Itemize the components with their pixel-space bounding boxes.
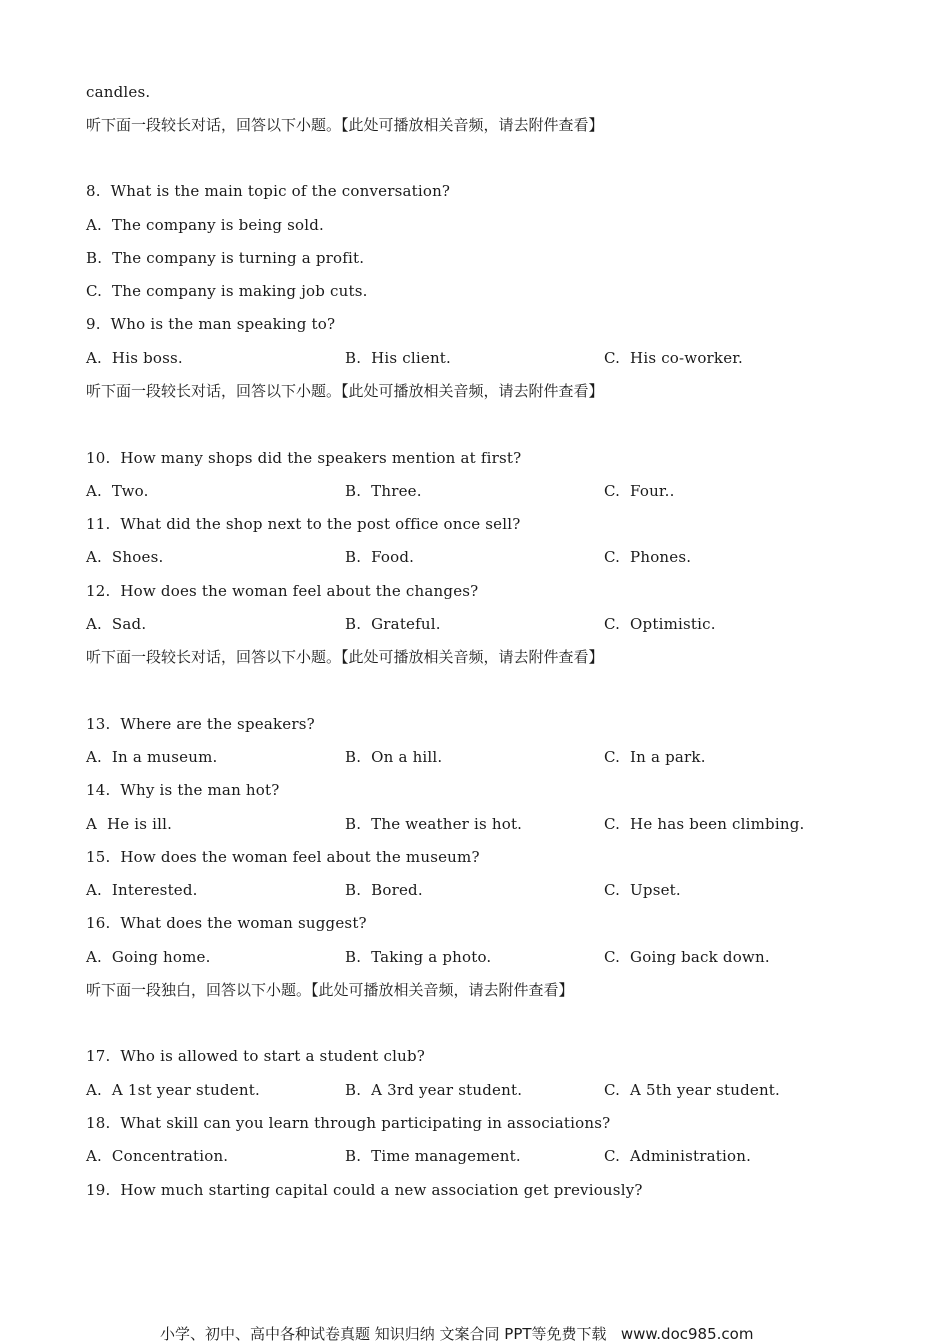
option-18c: C. Administration. (604, 1147, 752, 1165)
question-13: 13. Where are the speakers? (86, 715, 315, 733)
option-18b: B. Time management. (345, 1147, 521, 1165)
question-9: 9. Who is the man speaking to? (86, 315, 336, 333)
option-9b: B. His client. (345, 349, 452, 367)
option-9a: A. His boss. (86, 349, 183, 367)
question-10: 10. How many shops did the speakers mention at first? (86, 449, 522, 467)
option-12a: A. Sad. (86, 615, 147, 633)
question-15: 15. How does the woman feel about the museum? (86, 848, 480, 866)
question-17: 17. Who is allowed to start a student club? (86, 1047, 425, 1065)
section-instruction: 听下面一段较长对话，回答以下小题。【此处可播放相关音频，请去附件查看】 (86, 648, 604, 666)
option-8b: B. The company is turning a profit. (86, 249, 365, 267)
option-15c: C. Upset. (604, 881, 681, 899)
section-instruction: 听下面一段独白，回答以下小题。【此处可播放相关音频，请去附件查看】 (86, 981, 574, 999)
question-14: 14. Why is the man hot? (86, 781, 280, 799)
option-11c: C. Phones. (604, 548, 692, 566)
option-13c: C. In a park. (604, 748, 706, 766)
question-11: 11. What did the shop next to the post office once sell? (86, 515, 521, 533)
option-11a: A. Shoes. (86, 548, 164, 566)
option-16c: C. Going back down. (604, 948, 770, 966)
option-17a: A. A 1st year student. (86, 1081, 260, 1099)
option-16b: B. Taking a photo. (345, 948, 492, 966)
option-12c: C. Optimistic. (604, 615, 716, 633)
question-19: 19. How much starting capital could a new association get previously? (86, 1181, 643, 1199)
option-17c: C. A 5th year student. (604, 1081, 781, 1099)
option-14c: C. He has been climbing. (604, 815, 805, 833)
question-16: 16. What does the woman suggest? (86, 914, 367, 932)
option-15b: B. Bored. (345, 881, 423, 899)
section-instruction: 听下面一段较长对话，回答以下小题。【此处可播放相关音频，请去附件查看】 (86, 116, 604, 134)
option-10b: B. Three. (345, 482, 422, 500)
option-15a: A. Interested. (86, 881, 198, 899)
option-16a: A. Going home. (86, 948, 211, 966)
option-8a: A. The company is being sold. (86, 216, 325, 234)
option-14b: B. The weather is hot. (345, 815, 523, 833)
option-12b: B. Grateful. (345, 615, 441, 633)
option-11b: B. Food. (345, 548, 415, 566)
option-14a: A He is ill. (86, 815, 173, 833)
option-10c: C. Four.. (604, 482, 675, 500)
option-13a: A. In a museum. (86, 748, 218, 766)
question-8: 8. What is the main topic of the conversation? (86, 182, 451, 200)
lead-text: candles. (86, 83, 151, 101)
question-12: 12. How does the woman feel about the changes? (86, 582, 479, 600)
question-18: 18. What skill can you learn through participating in associations? (86, 1114, 611, 1132)
option-9c: C. His co-worker. (604, 349, 743, 367)
section-instruction: 听下面一段较长对话，回答以下小题。【此处可播放相关音频，请去附件查看】 (86, 382, 604, 400)
option-17b: B. A 3rd year student. (345, 1081, 523, 1099)
option-18a: A. Concentration. (86, 1147, 229, 1165)
option-8c: C. The company is making job cuts. (86, 282, 368, 300)
option-10a: A. Two. (86, 482, 149, 500)
page-footer: 小学、初中、高中各种试卷真题 知识归纳 文案合同 PPT等免费下载 www.doc985.com (160, 1325, 754, 1343)
option-13b: B. On a hill. (345, 748, 443, 766)
